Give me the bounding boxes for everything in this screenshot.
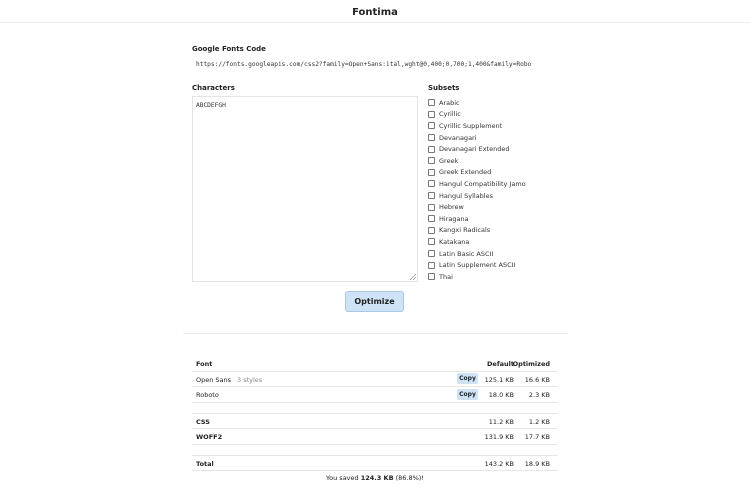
subset-checkbox[interactable] [428, 262, 435, 269]
subset-option[interactable] [428, 155, 568, 167]
woff2-row [192, 429, 558, 445]
subset-label: Cyrillic [439, 110, 461, 119]
subset-label: Hangul Syllables [439, 191, 493, 200]
optimized-column-header: Optimized [512, 360, 550, 368]
font-column-header: Font [196, 360, 213, 368]
subset-label: Latin Basic ASCII [439, 249, 494, 258]
savings-suffix: (86.8%)! [393, 474, 424, 482]
results-header-row [192, 356, 558, 372]
app-title: Fontima [352, 7, 398, 18]
subset-option[interactable] [428, 178, 568, 190]
font-name: Roboto [196, 391, 219, 399]
subset-checkbox[interactable] [428, 99, 435, 106]
css-default-size: 11.2 KB [488, 417, 514, 426]
subset-label: Hangul Compatibility Jamo [439, 179, 526, 188]
subset-option[interactable] [428, 248, 568, 260]
resize-handle-icon[interactable] [410, 274, 416, 280]
css-label: CSS [196, 417, 210, 426]
font-styles-count: 3 styles [237, 375, 263, 384]
subset-checkbox[interactable] [428, 157, 435, 164]
subset-label: Arabic [439, 98, 460, 107]
subsets-label: Subsets [428, 84, 460, 92]
subset-label: Katakana [439, 237, 470, 246]
optimized-size: 2.3 KB [528, 391, 550, 399]
characters-textarea[interactable] [192, 96, 418, 282]
google-fonts-code-label: Google Fonts Code [192, 45, 266, 53]
total-row [192, 455, 558, 472]
subset-checkbox[interactable] [428, 146, 435, 153]
subset-label: Greek [439, 156, 459, 165]
total-optimized-size: 18.9 KB [524, 459, 550, 468]
css-optimized-size: 1.2 KB [528, 417, 550, 426]
subset-label: Devanagari [439, 133, 477, 142]
subset-label: Devanagari Extended [439, 145, 510, 154]
copy-button[interactable]: Copy [457, 389, 478, 400]
subset-checkbox[interactable] [428, 169, 435, 176]
subset-option[interactable] [428, 190, 568, 202]
subset-option[interactable] [428, 132, 568, 144]
optimized-size: 16.6 KB [524, 375, 550, 384]
subset-option[interactable] [428, 97, 568, 109]
table-row [192, 372, 558, 388]
subset-checkbox[interactable] [428, 227, 435, 234]
subset-label: Cyrillic Supplement [439, 121, 503, 130]
total-label: Total [196, 459, 214, 468]
table-row [192, 387, 558, 403]
subset-option[interactable] [428, 120, 568, 132]
subset-option[interactable] [428, 109, 568, 121]
optimize-button[interactable]: Optimize [345, 291, 404, 312]
subset-checkbox[interactable] [428, 250, 435, 257]
results-table [192, 356, 558, 471]
app-header [0, 0, 750, 23]
subset-option[interactable] [428, 201, 568, 213]
subset-option[interactable] [428, 167, 568, 179]
subset-label: Greek Extended [439, 168, 492, 177]
subset-option[interactable] [428, 236, 568, 248]
google-fonts-code-input[interactable]: https://fonts.googleapis.com/css2?family=Open+Sans:ital,wght@0,400;0,700;1,400&family=Robo [196, 61, 532, 68]
subset-checkbox[interactable] [428, 273, 435, 280]
subset-checkbox[interactable] [428, 215, 435, 222]
total-default-size: 143.2 KB [484, 459, 514, 468]
woff2-default-size: 131.9 KB [484, 433, 514, 441]
subset-label: Kangxi Radicals [439, 226, 491, 235]
default-size: 125.1 KB [484, 375, 514, 384]
savings-amount: 124.3 KB [360, 474, 394, 482]
subset-checkbox[interactable] [428, 134, 435, 141]
characters-label: Characters [192, 84, 235, 92]
subset-label: Hebrew [439, 203, 464, 212]
subset-label: Latin Supplement ASCII [439, 261, 516, 270]
subset-option[interactable] [428, 213, 568, 225]
css-row [192, 413, 558, 430]
subset-option[interactable] [428, 225, 568, 237]
copy-button[interactable]: Copy [457, 373, 478, 384]
characters-value: ABCDEFGH [196, 102, 226, 109]
subset-label: Thai [439, 272, 453, 281]
default-size: 18.0 KB [488, 391, 514, 399]
savings-prefix: You saved [326, 474, 361, 482]
subset-checkbox[interactable] [428, 111, 435, 118]
font-name: Open Sans [196, 375, 232, 384]
default-column-header: Default [487, 360, 514, 368]
subsets-list [428, 97, 568, 283]
woff2-optimized-size: 17.7 KB [524, 433, 550, 441]
subset-label: Hiragana [439, 214, 469, 223]
subset-checkbox[interactable] [428, 204, 435, 211]
subset-checkbox[interactable] [428, 122, 435, 129]
savings-summary [0, 474, 750, 482]
section-divider [183, 333, 568, 334]
subset-checkbox[interactable] [428, 192, 435, 199]
subset-checkbox[interactable] [428, 180, 435, 187]
subset-option[interactable] [428, 271, 568, 283]
subset-option[interactable] [428, 143, 568, 155]
woff2-label: WOFF2 [196, 433, 223, 441]
subset-option[interactable] [428, 259, 568, 271]
subset-checkbox[interactable] [428, 238, 435, 245]
